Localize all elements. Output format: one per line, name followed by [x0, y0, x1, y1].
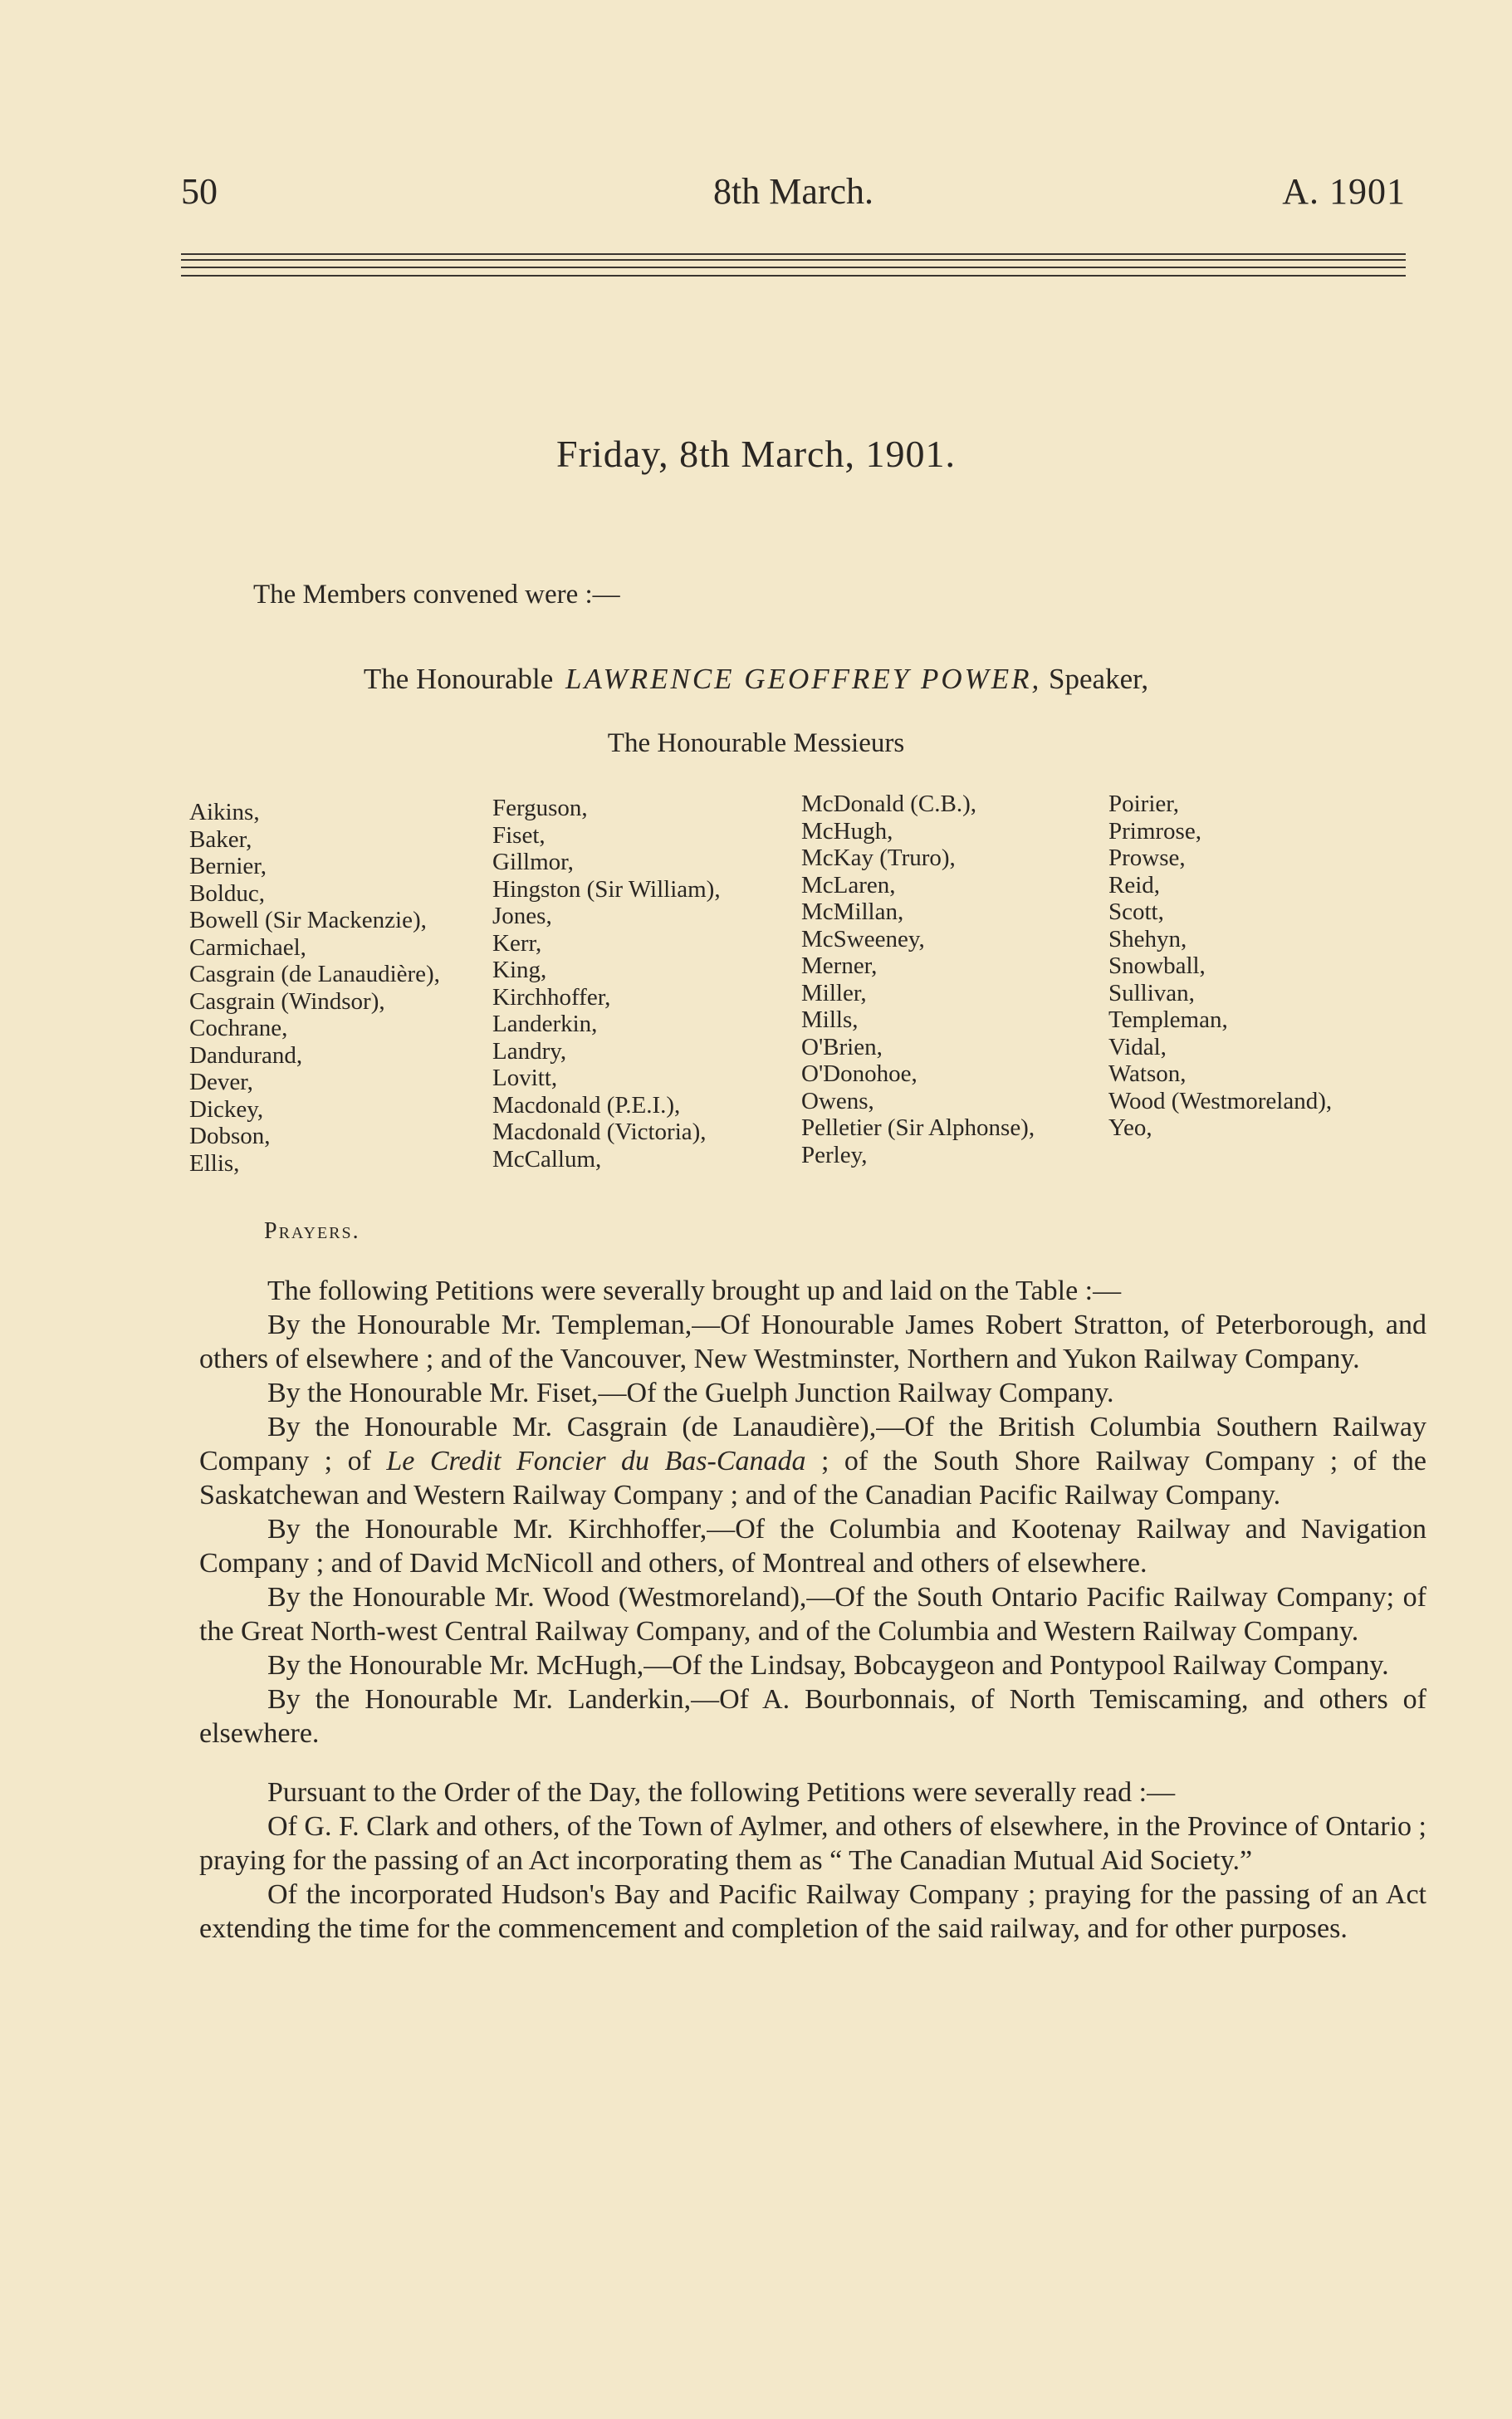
member-name: Hingston (Sir William),	[492, 875, 721, 903]
member-name: Reid,	[1108, 871, 1161, 899]
member-name: Fiset,	[492, 821, 546, 849]
member-name: Dickey,	[189, 1095, 264, 1123]
member-name: Primrose,	[1108, 817, 1201, 845]
member-name: Dever,	[189, 1069, 253, 1095]
petition-text: By the Honourable Mr. Casgrain (de Lanaudière),—Of the British Columbia Southern Railway Company ; of	[199, 1412, 1426, 1476]
member-name: Casgrain (Windsor),	[189, 987, 385, 1015]
member-name: Macdonald (Victoria),	[492, 1119, 707, 1145]
read-petition-paragraph: Of G. F. Clark and others, of the Town of Aylmer, and others of elsewhere, in the Province of Ontario ; praying for the passing of an Act incorporating them as “ The Canadian Mutual Aid Society.”	[199, 1811, 1426, 1876]
petition-paragraph: By the Honourable Mr. Kirchhoffer,—Of the Columbia and Kootenay Railway and Navigation Company ; and of David McNicoll and others, of Montreal and others of elsewhere.	[199, 1514, 1426, 1579]
page-year: A. 1901	[1282, 171, 1406, 212]
proceedings-text	[199, 1274, 1426, 1946]
member-name: Gillmor,	[492, 849, 574, 875]
member-name: Macdonald (P.E.I.),	[492, 1091, 681, 1119]
member-name: McCallum,	[492, 1145, 602, 1173]
members-column-1	[189, 799, 440, 1177]
member-name: McSweeney,	[801, 925, 925, 952]
petition-paragraph: By the Honourable Mr. Templeman,—Of Honourable James Robert Stratton, of Peterborough, and others of elsewhere ; and of the Vancouver, New Westminster, Northern and Yukon Railway Company.	[199, 1310, 1426, 1374]
member-name: Kerr,	[492, 929, 542, 957]
member-name: McLaren,	[801, 871, 896, 899]
member-name: Ferguson,	[492, 795, 588, 821]
members-list	[189, 791, 1435, 1189]
member-name: Lovitt,	[492, 1065, 558, 1091]
member-name: Prowse,	[1108, 845, 1186, 871]
read-petition-paragraph: Of the incorporated Hudson's Bay and Pacific Railway Company ; praying for the passing of an Act extending the time for the commencement and completion of the said railway, and for other purposes.	[199, 1879, 1426, 1944]
member-name: Sullivan,	[1108, 979, 1195, 1006]
member-name: McMillan,	[801, 899, 904, 925]
member-name: Landry,	[492, 1037, 567, 1065]
header-rule	[181, 253, 1406, 255]
member-name: Templeman,	[1108, 1006, 1228, 1033]
member-name: Dobson,	[189, 1123, 271, 1149]
day-heading: Friday, 8th March, 1901.	[556, 433, 956, 475]
member-name: Snowball,	[1108, 952, 1206, 979]
header-rule-third	[181, 267, 1406, 268]
member-name: Wood (Westmoreland),	[1108, 1087, 1333, 1114]
speaker-name: LAWRENCE GEOFFREY POWER,	[565, 663, 1042, 695]
petition-text: ; of the South Shore Railway Company ; of the Saskatchewan and Western Railway Company ; and of the Canadian Pacific Railway Company.	[199, 1446, 1427, 1511]
member-name: Perley,	[801, 1141, 868, 1168]
page-number: 50	[181, 171, 218, 212]
header-rule-second	[181, 259, 1406, 261]
petition-italic-name: Le Credit Foncier du Bas-Canada	[386, 1446, 806, 1476]
member-name: Landerkin,	[492, 1011, 598, 1037]
member-name: Shehyn,	[1108, 925, 1187, 952]
order-of-day-intro: Pursuant to the Order of the Day, the following Petitions were severally read :—	[267, 1777, 1176, 1808]
speaker-title: Speaker,	[1049, 663, 1149, 695]
member-name: Vidal,	[1108, 1033, 1167, 1060]
member-name: Pelletier (Sir Alphonse),	[801, 1114, 1035, 1141]
member-name: Aikins,	[189, 799, 260, 825]
member-name: McKay (Truro),	[801, 845, 956, 871]
member-name: Ellis,	[189, 1149, 240, 1177]
messieurs-heading: The Honourable Messieurs	[607, 728, 905, 758]
member-name: Bernier,	[189, 853, 267, 879]
member-name: O'Donohoe,	[801, 1060, 917, 1087]
member-name: Dandurand,	[189, 1041, 303, 1069]
member-name: Carmichael,	[189, 933, 306, 961]
page-header	[181, 170, 1406, 228]
member-name: O'Brien,	[801, 1033, 883, 1060]
member-name: Bowell (Sir Mackenzie),	[189, 907, 427, 933]
page-date: 8th March.	[712, 171, 874, 212]
member-name: Baker,	[189, 825, 252, 853]
member-name: McDonald (C.B.),	[801, 791, 977, 817]
member-name: Bolduc,	[189, 879, 266, 907]
speaker-line	[0, 663, 1512, 696]
member-name: Merner,	[801, 952, 878, 979]
members-column-3	[801, 791, 1035, 1168]
header-rule-fourth	[181, 275, 1406, 277]
petition-paragraph: By the Honourable Mr. Fiset,—Of the Guelph Junction Railway Company.	[267, 1378, 1114, 1408]
member-name: Scott,	[1108, 899, 1164, 925]
petition-paragraph	[199, 1410, 1426, 1512]
member-name: McHugh,	[801, 817, 893, 845]
speaker-prefix: The Honourable	[363, 663, 554, 695]
member-name: Cochrane,	[189, 1015, 288, 1041]
member-name: Poirier,	[1108, 791, 1180, 817]
member-name: Jones,	[492, 903, 552, 929]
members-convened: The Members convened were :—	[253, 580, 620, 610]
member-name: King,	[492, 957, 547, 983]
member-name: Kirchhoffer,	[492, 983, 611, 1011]
member-name: Miller,	[801, 979, 867, 1006]
prayers-heading: Prayers.	[264, 1218, 360, 1244]
members-column-4	[1108, 791, 1332, 1142]
petitions-intro: The following Petitions were severally brought up and laid on the Table :—	[267, 1276, 1122, 1306]
member-name: Casgrain (de Lanaudière),	[189, 961, 440, 987]
petition-paragraph: By the Honourable Mr. McHugh,—Of the Lindsay, Bobcaygeon and Pontypool Railway Company.	[267, 1650, 1389, 1681]
petition-paragraph: By the Honourable Mr. Landerkin,—Of A. Bourbonnais, of North Temiscaming, and others of elsewhere.	[199, 1684, 1426, 1749]
members-column-2	[492, 795, 721, 1173]
member-name: Yeo,	[1108, 1114, 1152, 1141]
member-name: Watson,	[1108, 1060, 1187, 1087]
member-name: Mills,	[801, 1006, 859, 1033]
petition-paragraph: By the Honourable Mr. Wood (Westmoreland),—Of the South Ontario Pacific Railway Company; of the Great North-west Central Railway Company, and of the Columbia and Western Railway Company.	[199, 1582, 1426, 1647]
member-name: Owens,	[801, 1087, 874, 1114]
